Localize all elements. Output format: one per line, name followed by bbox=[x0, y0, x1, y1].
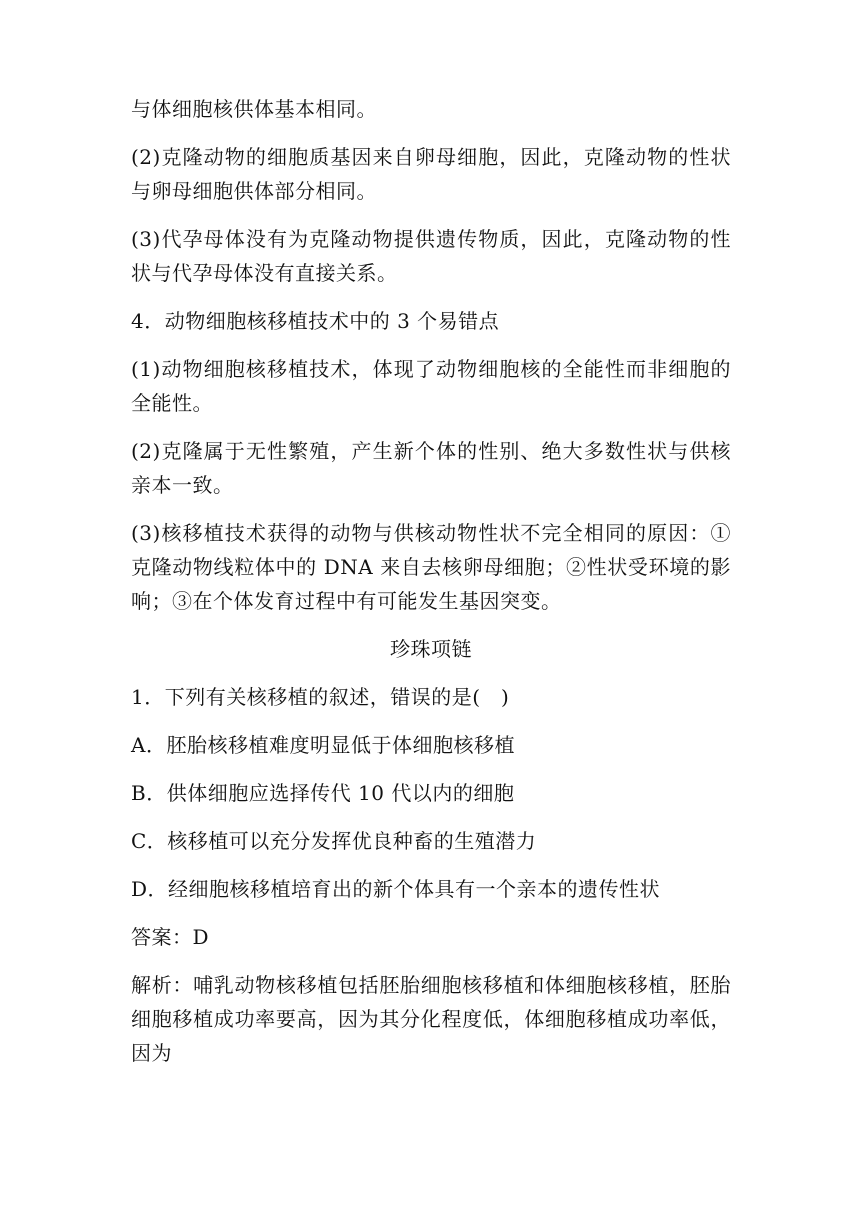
option-d: D．经细胞核移植培育出的新个体具有一个亲本的遗传性状 bbox=[131, 877, 661, 901]
paragraph-continuation: 与体细胞核供体基本相同。 bbox=[131, 97, 377, 121]
answer-line: 答案：D bbox=[131, 925, 210, 949]
option-a: A．胚胎核移植难度明显低于体细胞核移植 bbox=[131, 733, 515, 757]
paragraph-point-3: (3)代孕母体没有为克隆动物提供遗传物质，因此，克隆动物的性状与代孕母体没有直接关系。 bbox=[131, 227, 731, 285]
paragraph-point-2: (2)克隆动物的细胞质基因来自卵母细胞，因此，克隆动物的性状与卵母细胞供体部分相同。 bbox=[131, 145, 731, 203]
analysis-paragraph: 解析：哺乳动物核移植包括胚胎细胞核移植和体细胞核移植，胚胎细胞移植成功率要高，因为其分化程度低，体细胞移植成功率低，因为 bbox=[131, 973, 731, 1065]
section-title: 珍珠项链 bbox=[390, 637, 472, 661]
section-heading-errors: 4．动物细胞核移植技术中的 3 个易错点 bbox=[131, 309, 500, 333]
document-page bbox=[131, 92, 731, 1070]
paragraph-error-3: (3)核移植技术获得的动物与供核动物性状不完全相同的原因：①克隆动物线粒体中的 DNA 来自去核卵母细胞；②性状受环境的影响；③在个体发育过程中有可能发生基因突变。 bbox=[131, 521, 731, 613]
paragraph-error-2: (2)克隆属于无性繁殖，产生新个体的性别、绝大多数性状与供核亲本一致。 bbox=[131, 439, 731, 497]
paragraph-error-1: (1)动物细胞核移植技术，体现了动物细胞核的全能性而非细胞的全能性。 bbox=[131, 357, 731, 415]
option-b: B．供体细胞应选择传代 10 代以内的细胞 bbox=[131, 781, 515, 805]
question-stem: 1．下列有关核移植的叙述，错误的是( ) bbox=[131, 685, 510, 709]
option-c: C．核移植可以充分发挥优良种畜的生殖潜力 bbox=[131, 829, 537, 853]
